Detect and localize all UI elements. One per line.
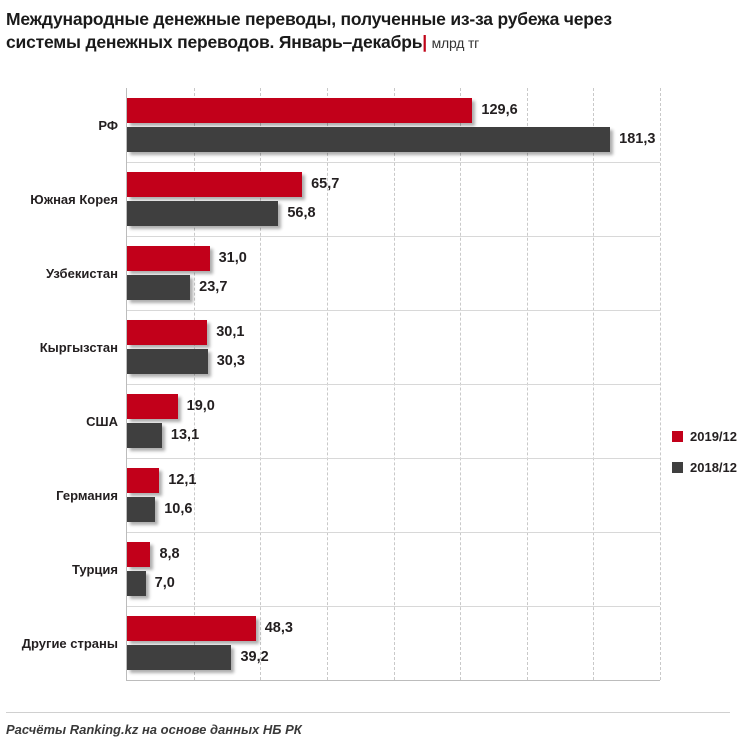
plot-region	[21, 88, 660, 681]
bar-series-2019	[127, 616, 256, 641]
chart-title-block	[0, 0, 740, 54]
bar-value-label: 39,2	[240, 649, 269, 666]
chart-area	[0, 66, 740, 676]
bar-value-label: 23,7	[199, 279, 228, 296]
bar-series-2019	[127, 246, 210, 271]
legend-item[interactable]	[672, 460, 737, 475]
bar-value-label: 13,1	[170, 427, 200, 444]
bar-series-2019	[127, 172, 302, 197]
legend-label: 2019/12	[690, 429, 737, 445]
category-label: Германия	[56, 488, 118, 504]
bar-series-2018	[127, 201, 278, 226]
chart-title-line-1: Международные денежные переводы, полученные из-за рубежа через	[6, 9, 612, 29]
bar-value-label: 31,0	[218, 250, 247, 267]
chart-unit-label: млрд тг	[431, 35, 480, 52]
bar-value-label: 65,7	[311, 176, 340, 193]
footer-divider	[6, 712, 730, 713]
category-label: США	[86, 414, 118, 430]
legend-swatch-icon	[672, 431, 683, 442]
category-label: Южная Корея	[30, 192, 118, 208]
category-group	[71, 532, 660, 606]
bar-value-label: 129,6	[481, 102, 518, 119]
bar-series-2018	[127, 275, 190, 300]
category-label: Узбекистан	[45, 266, 118, 282]
category-label: Турция	[71, 562, 118, 578]
category-group	[21, 606, 660, 680]
bar-series-2018	[127, 349, 208, 374]
category-label: РФ	[98, 118, 118, 134]
bar-series-2019	[127, 468, 159, 493]
bar-series-2019	[127, 98, 472, 123]
chart-title-line-2-text: системы денежных переводов. Январь–декабрь	[6, 32, 423, 53]
category-group	[30, 162, 660, 236]
bar-value-label: 7,0	[154, 575, 175, 592]
bar-series-2019	[127, 542, 150, 567]
title-separator: |	[422, 32, 427, 53]
bar-series-2018	[127, 423, 162, 448]
chart-title-line-2	[6, 31, 734, 54]
bar-series-2019	[127, 394, 178, 419]
bar-series-2018	[127, 571, 146, 596]
category-label: Кыргызстан	[39, 340, 118, 356]
chart-legend	[672, 429, 737, 491]
bar-value-label: 12,1	[168, 472, 197, 489]
bar-series-2018	[127, 645, 231, 670]
category-group	[86, 384, 660, 458]
legend-item[interactable]	[672, 429, 737, 444]
bar-value-label: 48,3	[264, 620, 293, 637]
bar-value-label: 56,8	[287, 205, 316, 222]
legend-label: 2018/12	[690, 460, 737, 476]
bar-value-label: 181,3	[619, 131, 656, 148]
category-label: Другие страны	[21, 636, 118, 652]
category-group	[39, 310, 660, 384]
category-group	[45, 236, 660, 310]
bar-value-label: 30,1	[216, 324, 245, 341]
source-note: Расчёты Ranking.kz на основе данных НБ РК	[6, 722, 302, 737]
bar-series-2018	[127, 127, 610, 152]
bar-value-label: 19,0	[186, 398, 215, 415]
bar-series-2018	[127, 497, 155, 522]
bar-value-label: 10,6	[164, 501, 193, 518]
bar-value-label: 8,8	[159, 546, 180, 563]
bar-value-label: 30,3	[216, 353, 245, 370]
gridline	[660, 88, 661, 680]
legend-swatch-icon	[672, 462, 683, 473]
bar-series-2019	[127, 320, 207, 345]
category-group	[98, 88, 660, 162]
category-group	[56, 458, 660, 532]
